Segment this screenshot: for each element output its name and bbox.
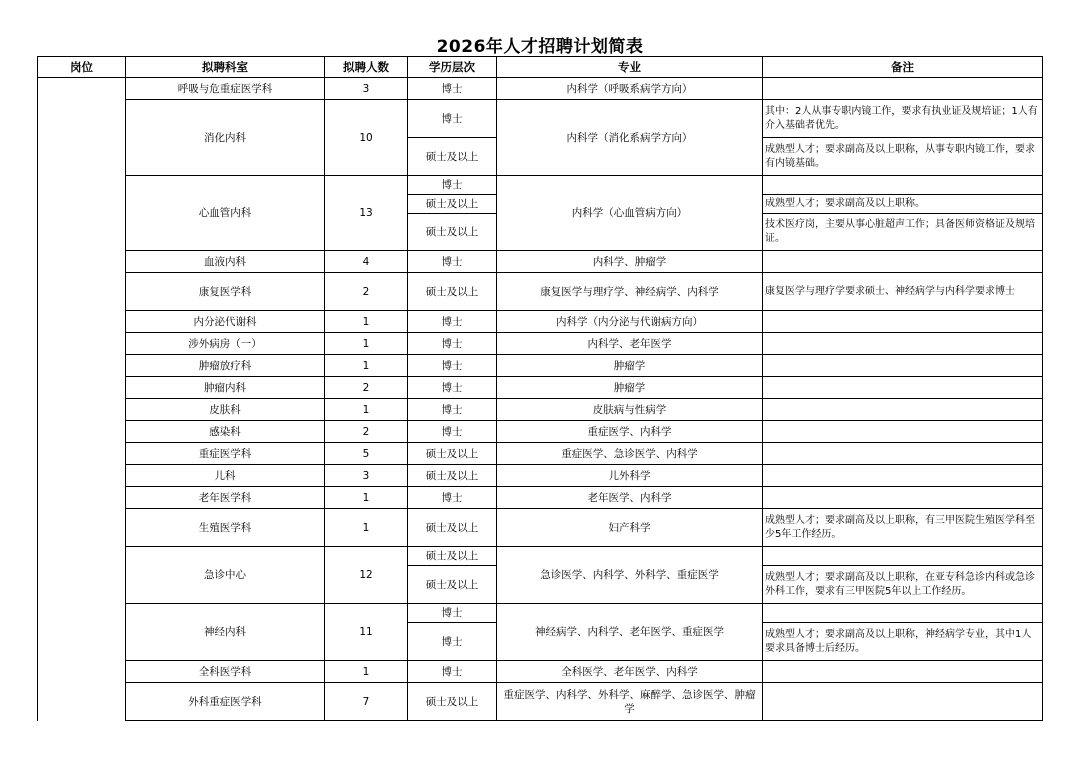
note-cell (763, 547, 1043, 566)
edu-cell: 博士 (408, 333, 497, 355)
header-dept: 拟聘科室 (126, 57, 325, 78)
header-post: 岗位 (38, 57, 126, 78)
major-cell: 肿瘤学 (497, 355, 763, 377)
dept-cell: 皮肤科 (126, 399, 325, 421)
major-cell: 全科医学、老年医学、内科学 (497, 661, 763, 683)
note-cell (763, 604, 1043, 623)
major-cell: 康复医学与理疗学、神经病学、内科学 (497, 273, 763, 311)
dept-cell: 肿瘤放疗科 (126, 355, 325, 377)
table-row (38, 465, 1043, 487)
table-row (38, 443, 1043, 465)
dept-cell: 消化内科 (126, 100, 325, 176)
edu-cell: 硕士及以上 (408, 195, 497, 214)
edu-cell: 博士 (408, 251, 497, 273)
edu-cell: 硕士及以上 (408, 683, 497, 721)
count-cell: 1 (325, 487, 408, 509)
header-edu: 学历层次 (408, 57, 497, 78)
table-title: 2026年人才招聘计划简表 (436, 37, 644, 57)
note-cell (763, 311, 1043, 333)
count-cell: 1 (325, 333, 408, 355)
note-cell (763, 377, 1043, 399)
dept-cell: 外科重症医学科 (126, 683, 325, 721)
count-cell: 1 (325, 355, 408, 377)
table-row (38, 333, 1043, 355)
table-row (38, 377, 1043, 399)
table-row (38, 78, 1043, 100)
table-row (38, 547, 1043, 566)
edu-cell: 博士 (408, 355, 497, 377)
note-cell (763, 421, 1043, 443)
note-cell: 康复医学与理疗学要求硕士、神经病学与内科学要求博士 (763, 273, 1043, 311)
major-cell: 重症医学、内科学 (497, 421, 763, 443)
edu-cell: 博士 (408, 623, 497, 661)
note-cell: 成熟型人才；要求副高及以上职称，在亚专科急诊内科或急诊外科工作，要求有三甲医院5年以上工作经历。 (763, 566, 1043, 604)
count-cell: 7 (325, 683, 408, 721)
edu-cell: 硕士及以上 (408, 214, 497, 251)
note-cell (763, 251, 1043, 273)
dept-cell: 全科医学科 (126, 661, 325, 683)
table-row (38, 604, 1043, 623)
count-cell: 11 (325, 604, 408, 661)
edu-cell: 硕士及以上 (408, 465, 497, 487)
table-row (38, 399, 1043, 421)
dept-cell: 血液内科 (126, 251, 325, 273)
count-cell: 12 (325, 547, 408, 604)
count-cell: 1 (325, 399, 408, 421)
note-cell: 成熟型人才；要求副高及以上职称，神经病学专业，其中1人要求具备博士后经历。 (763, 623, 1043, 661)
note-cell (763, 333, 1043, 355)
edu-cell: 博士 (408, 176, 497, 195)
table-row (38, 661, 1043, 683)
edu-cell: 博士 (408, 100, 497, 138)
header-count: 拟聘人数 (325, 57, 408, 78)
major-cell: 急诊医学、内科学、外科学、重症医学 (497, 547, 763, 604)
note-cell (763, 683, 1043, 721)
dept-cell: 心血管内科 (126, 176, 325, 251)
header-notes: 备注 (763, 57, 1043, 78)
dept-cell: 感染科 (126, 421, 325, 443)
note-cell (763, 355, 1043, 377)
count-cell: 1 (325, 509, 408, 547)
table-row (38, 251, 1043, 273)
edu-cell: 博士 (408, 421, 497, 443)
major-cell: 内科学（消化系病学方向） (497, 100, 763, 176)
major-cell: 重症医学、内科学、外科学、麻醉学、急诊医学、肿瘤学 (497, 683, 763, 721)
note-cell: 其中：2人从事专职内镜工作，要求有执业证及规培证；1人有介入基础者优先。 (763, 100, 1043, 138)
table-row (38, 683, 1043, 721)
table-row (38, 100, 1043, 138)
note-cell: 成熟型人才；要求副高及以上职称，从事专职内镜工作，要求有内镜基础。 (763, 138, 1043, 176)
dept-cell: 呼吸与危重症医学科 (126, 78, 325, 100)
count-cell: 10 (325, 100, 408, 176)
edu-cell: 硕士及以上 (408, 566, 497, 604)
edu-cell: 博士 (408, 377, 497, 399)
note-cell (763, 661, 1043, 683)
major-cell: 重症医学、急诊医学、内科学 (497, 443, 763, 465)
header-row (38, 57, 1043, 78)
edu-cell: 博士 (408, 78, 497, 100)
note-cell (763, 443, 1043, 465)
count-cell: 2 (325, 273, 408, 311)
edu-cell: 博士 (408, 487, 497, 509)
dept-cell: 肿瘤内科 (126, 377, 325, 399)
major-cell: 内科学（呼吸系病学方向） (497, 78, 763, 100)
dept-cell: 神经内科 (126, 604, 325, 661)
count-cell: 2 (325, 377, 408, 399)
major-cell: 皮肤病与性病学 (497, 399, 763, 421)
major-cell: 妇产科学 (497, 509, 763, 547)
note-cell (763, 78, 1043, 100)
edu-cell: 硕士及以上 (408, 509, 497, 547)
note-cell: 成熟型人才；要求副高及以上职称，有三甲医院生殖医学科至少5年工作经历。 (763, 509, 1043, 547)
edu-cell: 博士 (408, 661, 497, 683)
count-cell: 3 (325, 78, 408, 100)
dept-cell: 急诊中心 (126, 547, 325, 604)
edu-cell: 博士 (408, 399, 497, 421)
edu-cell: 硕士及以上 (408, 443, 497, 465)
count-cell: 5 (325, 443, 408, 465)
edu-cell: 博士 (408, 311, 497, 333)
table-row (38, 421, 1043, 443)
count-cell: 1 (325, 311, 408, 333)
major-cell: 内科学、老年医学 (497, 333, 763, 355)
major-cell: 肿瘤学 (497, 377, 763, 399)
recruitment-table (37, 56, 1043, 721)
table-row (38, 487, 1043, 509)
major-cell: 老年医学、内科学 (497, 487, 763, 509)
count-cell: 3 (325, 465, 408, 487)
note-cell: 技术医疗岗，主要从事心脏超声工作；具备医师资格证及规培证。 (763, 214, 1043, 251)
edu-cell: 硕士及以上 (408, 138, 497, 176)
edu-cell: 硕士及以上 (408, 273, 497, 311)
table-row (38, 273, 1043, 311)
header-major: 专业 (497, 57, 763, 78)
note-cell (763, 465, 1043, 487)
table-row (38, 311, 1043, 333)
note-cell: 成熟型人才；要求副高及以上职称。 (763, 195, 1043, 214)
dept-cell: 生殖医学科 (126, 509, 325, 547)
major-cell: 内科学（内分泌与代谢病方向） (497, 311, 763, 333)
post-cell (38, 78, 126, 721)
count-cell: 1 (325, 661, 408, 683)
major-cell: 内科学（心血管病方向） (497, 176, 763, 251)
table-row (38, 176, 1043, 195)
count-cell: 2 (325, 421, 408, 443)
note-cell (763, 176, 1043, 195)
major-cell: 内科学、肿瘤学 (497, 251, 763, 273)
dept-cell: 涉外病房（一） (126, 333, 325, 355)
table-row (38, 509, 1043, 547)
count-cell: 13 (325, 176, 408, 251)
dept-cell: 儿科 (126, 465, 325, 487)
edu-cell: 博士 (408, 604, 497, 623)
major-cell: 神经病学、内科学、老年医学、重症医学 (497, 604, 763, 661)
count-cell: 4 (325, 251, 408, 273)
note-cell (763, 399, 1043, 421)
table-row (38, 355, 1043, 377)
dept-cell: 内分泌代谢科 (126, 311, 325, 333)
dept-cell: 重症医学科 (126, 443, 325, 465)
dept-cell: 康复医学科 (126, 273, 325, 311)
dept-cell: 老年医学科 (126, 487, 325, 509)
major-cell: 儿外科学 (497, 465, 763, 487)
edu-cell: 硕士及以上 (408, 547, 497, 566)
note-cell (763, 487, 1043, 509)
